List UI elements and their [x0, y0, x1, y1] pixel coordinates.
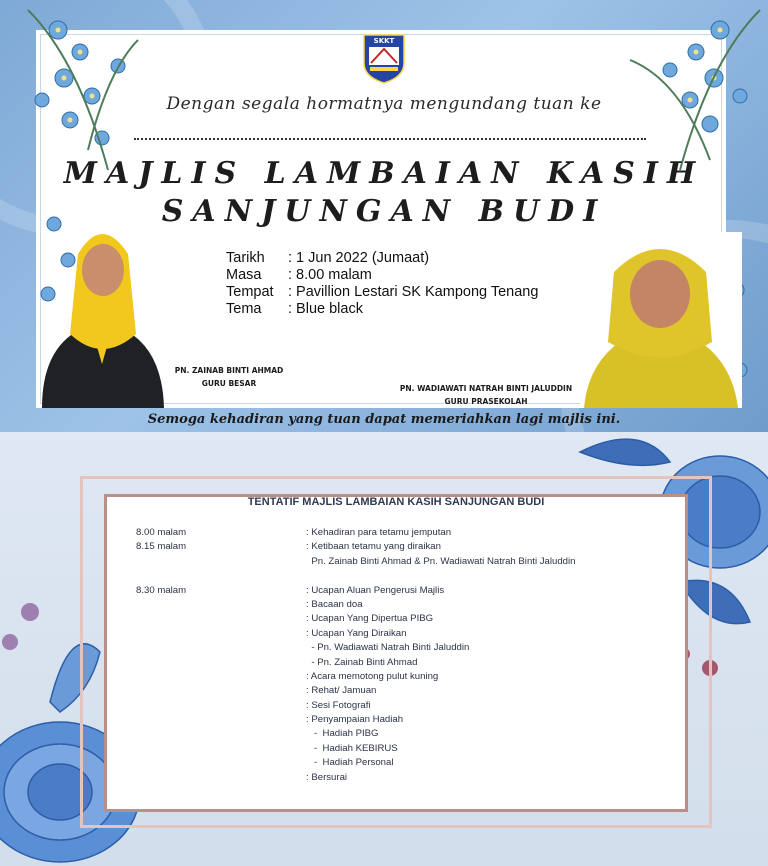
schedule-row [136, 540, 575, 554]
schedule-activity: - Hadiah KEBIRUS [306, 742, 398, 754]
schedule-time [136, 727, 306, 741]
schedule-time [136, 641, 306, 655]
detail-row-tarikh [226, 250, 538, 267]
schedule-activity: : Penyampaian Hadiah [306, 714, 404, 726]
schedule-time [136, 713, 306, 727]
portrait-headmistress [32, 214, 172, 408]
detail-label: Masa [226, 267, 262, 283]
schedule-row [136, 569, 575, 583]
schedule-row [136, 555, 575, 569]
event-details [226, 250, 538, 318]
caption-preschool-teacher [388, 382, 584, 408]
schedule-row [136, 627, 575, 641]
detail-value: : 8.00 malam [288, 267, 372, 283]
detail-label: Tema [226, 301, 262, 317]
event-title-line2: SANJUNGAN BUDI [161, 194, 607, 229]
schedule-time [136, 555, 306, 569]
schedule-row [136, 699, 575, 713]
schedule-time [136, 684, 306, 698]
person1-name: PN. ZAINAB BINTI AHMAD [174, 366, 284, 375]
event-title-line1: MAJLIS LAMBAIAN KASIH [63, 156, 705, 191]
person1-role: GURU BESAR [201, 379, 257, 388]
detail-value: : Blue black [288, 301, 363, 317]
detail-label: Tarikh [226, 250, 265, 266]
schedule-time [136, 670, 306, 684]
logo-text: SKKT [373, 37, 395, 45]
schedule-time [136, 771, 306, 785]
schedule-row [136, 742, 575, 756]
schedule-list [136, 526, 575, 785]
invitation-card [0, 0, 768, 432]
schedule-time [136, 598, 306, 612]
schedule-row [136, 612, 575, 626]
schedule-activity: - Pn. Zainab Binti Ahmad [306, 656, 418, 668]
person2-name: PN. WADIAWATI NATRAH BINTI JALUDDIN [399, 384, 573, 393]
schedule-activity: : Rehat/ Jamuan [306, 685, 377, 697]
schedule-row [136, 713, 575, 727]
schedule-row [136, 670, 575, 684]
schedule-time [136, 699, 306, 713]
schedule-activity: - Hadiah PIBG [306, 728, 379, 740]
schedule-time [136, 627, 306, 641]
schedule-activity: : Kehadiran para tetamu jemputan [306, 527, 452, 538]
detail-label: Tempat [226, 284, 274, 300]
schedule-activity: - Hadiah Personal [306, 757, 394, 769]
schedule-activity: Pn. Zainab Binti Ahmad & Pn. Wadiawati Natrah Binti Jaluddin [306, 555, 576, 567]
schedule-time [136, 742, 306, 756]
detail-value: : Pavillion Lestari SK Kampong Tenang [288, 284, 539, 300]
person2-role: GURU PRASEKOLAH [444, 397, 528, 406]
schedule-activity: : Ucapan Yang Dipertua PIBG [306, 613, 434, 625]
school-logo-icon [360, 33, 408, 85]
caption-headmistress [170, 364, 288, 390]
schedule-activity: : Ucapan Aluan Pengerusi Majlis [306, 584, 445, 596]
detail-value: : 1 Jun 2022 (Jumaat) [288, 250, 430, 266]
schedule-row [136, 641, 575, 655]
schedule-row [136, 684, 575, 698]
schedule-activity: : Acara memotong pulut kuning [306, 670, 439, 682]
schedule-activity: : Bersurai [306, 771, 348, 783]
greeting-text: Dengan segala hormatnya mengundang tuan ke [166, 94, 602, 114]
schedule-time: 8.00 malam [136, 527, 187, 538]
schedule-activity: : Bacaan doa [306, 598, 363, 610]
schedule-time [136, 656, 306, 670]
detail-row-tempat [226, 284, 538, 301]
schedule-time: 8.15 malam [136, 541, 187, 553]
schedule-activity: : Sesi Fotografi [306, 699, 371, 711]
detail-row-tema [226, 301, 538, 318]
schedule-title: TENTATIF MAJLIS LAMBAIAN KASIH SANJUNGAN BUDI [247, 496, 545, 508]
closing-text: Semoga kehadiran yang tuan dapat memeriahkan lagi majlis ini. [147, 412, 621, 427]
detail-row-masa [226, 267, 538, 284]
schedule-row [136, 756, 575, 770]
schedule-row [136, 526, 575, 540]
schedule-time [136, 756, 306, 770]
schedule-row [136, 771, 575, 785]
portrait-preschool-teacher [580, 232, 742, 408]
schedule-row [136, 656, 575, 670]
schedule-activity: - Pn. Wadiawati Natrah Binti Jaluddin [306, 642, 470, 654]
schedule-time [136, 612, 306, 626]
schedule-row [136, 727, 575, 741]
schedule-row [136, 584, 575, 598]
name-blank-line [134, 138, 646, 140]
schedule-activity: : Ucapan Yang Diraikan [306, 627, 407, 639]
schedule-row [136, 598, 575, 612]
schedule-time: 8.30 malam [136, 584, 187, 596]
schedule-card [0, 432, 768, 866]
schedule-time [136, 569, 306, 583]
schedule-activity: : Ketibaan tetamu yang diraikan [306, 541, 441, 553]
